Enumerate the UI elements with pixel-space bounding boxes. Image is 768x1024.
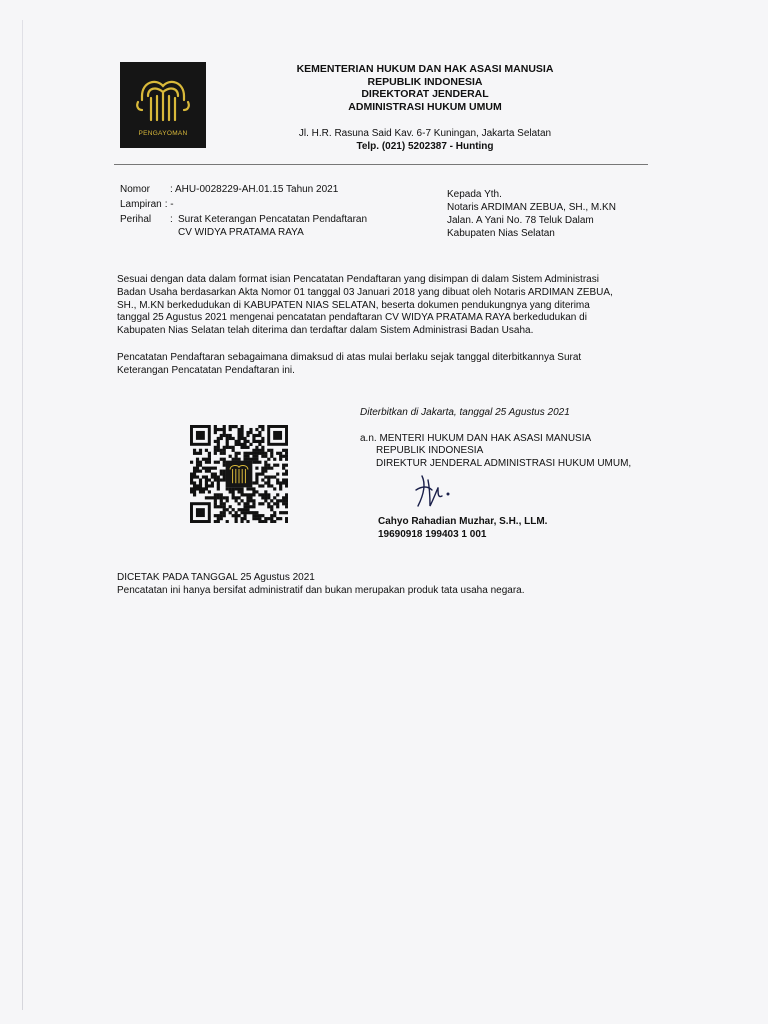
body-paragraph-2 (117, 352, 627, 378)
perihal-row (120, 213, 367, 226)
handwritten-signature (408, 470, 458, 512)
phone-number: Telp. (021) 5202387 - Hunting (356, 141, 494, 152)
scan-edge (22, 20, 23, 1010)
p1-line: Badan Usaha berdasarkan Akta Nomor 01 tanggal 03 Januari 2018 yang dibuat oleh Notaris ARDIMAN ZEBUA, (117, 286, 613, 298)
printed-date: DICETAK PADA TANGGAL 25 Agustus 2021 (117, 572, 315, 583)
letterhead-title (250, 63, 600, 113)
street-address: Jl. H.R. Rasuna Said Kav. 6-7 Kuningan, Jakarta Selatan (298, 128, 552, 139)
recipient-greeting: Kepada Yth. (447, 189, 502, 200)
qr-code (190, 425, 288, 523)
p1-line: Kabupaten Nias Selatan telah diterima dan terdaftar dalam Sistem Administrasi Badan Usaha. (117, 325, 534, 337)
lampiran-value: : - (164, 199, 174, 210)
recipient-street: Jalan. A Yani No. 78 Teluk Dalam (447, 215, 594, 226)
header-divider (114, 164, 648, 165)
p1-line: SH., M.KN berkedudukan di KABUPATEN NIAS SELATAN, beserta dokumen pendukungnya yang diterima (117, 299, 590, 311)
letter-meta (120, 183, 367, 239)
footer-note (117, 572, 525, 597)
lampiran-row (120, 198, 367, 211)
ministry-logo (120, 62, 206, 148)
perihal-value-2: CV WIDYA PRATAMA RAYA (178, 227, 304, 238)
on-behalf-line: a.n. MENTERI HUKUM DAN HAK ASASI MANUSIA (360, 432, 592, 444)
recipient-region: Kabupaten Nias Selatan (447, 228, 555, 239)
perihal-value: Surat Keterangan Pencatatan Pendaftaran (178, 214, 368, 225)
directorate-name: ADMINISTRASI HUKUM UMUM (348, 100, 502, 113)
perihal-label: Perihal (120, 214, 152, 225)
on-behalf-director: DIREKTUR JENDERAL ADMINISTRASI HUKUM UMUM, (376, 457, 632, 469)
qr-code-icon (190, 425, 288, 523)
signer (378, 515, 547, 541)
directorate-general: DIREKTORAT JENDERAL (361, 88, 489, 100)
p1-line: tanggal 25 Agustus 2021 mengenai pencatatan pendaftaran CV WIDYA PRATAMA RAYA berkedudukan di (117, 312, 587, 324)
country-name: REPUBLIK INDONESIA (367, 75, 483, 88)
lampiran-label: Lampiran (120, 199, 162, 210)
disclaimer: Pencatatan ini hanya bersifat administratif dan bukan merupakan produk tata usaha negara. (117, 584, 525, 596)
recipient-name: Notaris ARDIMAN ZEBUA, SH., M.KN (447, 202, 616, 213)
p2-line: Keterangan Pencatatan Pendaftaran ini. (117, 364, 295, 376)
nomor-label: Nomor (120, 184, 151, 195)
p2-line: Pencatatan Pendaftaran sebagaimana dimaksud di atas mulai berlaku sejak tanggal diterbitkannya Surat (117, 352, 582, 363)
nomor-row (120, 183, 367, 196)
signature-block (360, 407, 631, 470)
signer-nip: 19690918 199403 1 001 (378, 529, 487, 540)
perihal-sep: : (170, 214, 173, 225)
issued-date: Diterbitkan di Jakarta, tanggal 25 Agustus 2021 (360, 407, 570, 418)
on-behalf-country: REPUBLIK INDONESIA (376, 445, 484, 456)
signer-name: Cahyo Rahadian Muzhar, S.H., LLM. (378, 516, 548, 527)
logo-caption: PENGAYOMAN (138, 130, 188, 137)
letterhead-address (250, 127, 600, 153)
ministry-name: KEMENTERIAN HUKUM DAN HAK ASASI MANUSIA (296, 63, 554, 75)
p1-line: Sesuai dengan data dalam format isian Pencatatan Pendaftaran yang disimpan di dalam Sistem Administrasi (117, 274, 599, 285)
nomor-value: : AHU-0028229-AH.01.15 Tahun 2021 (170, 184, 339, 195)
body-paragraph-1 (117, 274, 627, 338)
recipient-block (447, 188, 616, 240)
